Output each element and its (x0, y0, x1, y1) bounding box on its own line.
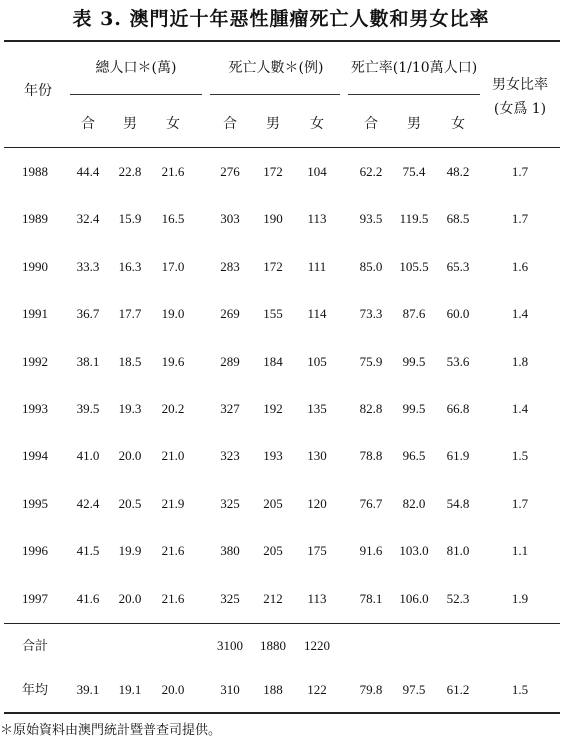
table-cell: 1.1 (511, 543, 529, 558)
row-year: 1996 (22, 543, 48, 558)
table-cell: 61.9 (446, 448, 470, 463)
table-cell: 212 (263, 591, 283, 606)
subheader-total-mortality: 合 (364, 116, 378, 132)
table-cell: 21.6 (161, 164, 185, 179)
header-ratio-line1: 男女比率 (492, 77, 548, 93)
table-cell: 1.6 (511, 259, 529, 274)
header-group-mortality: 死亡率(1/10萬人口) (350, 60, 478, 76)
table-cell: 114 (307, 306, 327, 321)
table-cell: 175 (307, 543, 327, 558)
table-cell: 1.7 (511, 211, 529, 226)
row-year: 1992 (22, 354, 48, 369)
table-cell: 73.3 (359, 306, 383, 321)
table-cell: 130 (307, 448, 327, 463)
table-cell: 1.4 (511, 401, 529, 416)
row-year: 1995 (22, 496, 48, 511)
table-cell: 1.7 (511, 164, 529, 179)
header-group-population: 總人口＊(萬) (95, 60, 177, 76)
table-cell: 119.5 (399, 211, 429, 226)
table-cell: 82.0 (402, 496, 426, 511)
table-title: 表 3. 澳門近十年惡性腫瘤死亡人數和男女比率 (72, 8, 490, 30)
row-year: 1991 (22, 306, 48, 321)
table-cell: 106.0 (399, 591, 429, 606)
table-cell: 68.5 (446, 211, 470, 226)
table-cell: 19.6 (161, 354, 185, 369)
subheader-male-deaths: 男 (266, 116, 280, 132)
table-cell: 310 (220, 682, 240, 697)
table-cell: 16.5 (161, 211, 185, 226)
row-year: 1993 (22, 401, 48, 416)
table-cell: 1.7 (511, 496, 529, 511)
table-cell: 61.2 (446, 682, 470, 697)
table-cell: 78.1 (359, 591, 383, 606)
table-cell: 87.6 (402, 306, 426, 321)
table-cell: 62.2 (359, 164, 383, 179)
table-cell: 21.6 (161, 591, 185, 606)
table-cell: 1.9 (511, 591, 529, 606)
table-cell: 120 (307, 496, 327, 511)
table-cell: 39.5 (76, 401, 100, 416)
rows-bottom-rule (4, 623, 560, 624)
top-rule (4, 40, 560, 42)
header-year-label: 年份 (24, 83, 52, 99)
table-cell: 97.5 (402, 682, 426, 697)
table-cell: 155 (263, 306, 283, 321)
table-cell: 81.0 (446, 543, 470, 558)
total-row-label: 合計 (22, 638, 49, 653)
table-cell: 36.7 (76, 306, 100, 321)
table-cell: 19.0 (161, 306, 185, 321)
table-cell: 19.3 (118, 401, 142, 416)
table-cell: 135 (307, 401, 327, 416)
table-cell: 21.9 (161, 496, 185, 511)
table-cell: 21.0 (161, 448, 185, 463)
table-cell: 3100 (217, 638, 243, 653)
table-cell: 38.1 (76, 354, 100, 369)
table-cell: 276 (220, 164, 240, 179)
table-cell: 1.4 (511, 306, 529, 321)
table-bottom-rule (4, 712, 560, 714)
table-cell: 192 (263, 401, 283, 416)
table-cell: 17.7 (118, 306, 142, 321)
table-cell: 380 (220, 543, 240, 558)
table-cell: 75.9 (359, 354, 383, 369)
table-cell: 41.5 (76, 543, 100, 558)
group-underline-deaths (210, 94, 340, 95)
subheader-total-population: 合 (81, 116, 95, 132)
table-cell: 22.8 (118, 164, 142, 179)
table-cell: 16.3 (118, 259, 142, 274)
table-cell: 323 (220, 448, 240, 463)
row-year: 1997 (22, 591, 48, 606)
table-cell: 205 (263, 496, 283, 511)
table-cell: 20.0 (118, 448, 142, 463)
table-cell: 283 (220, 259, 240, 274)
table-cell: 65.3 (446, 259, 470, 274)
table-cell: 21.6 (161, 543, 185, 558)
table-cell: 32.4 (76, 211, 100, 226)
table-cell: 105.5 (399, 259, 429, 274)
average-row-label: 年均 (22, 682, 49, 697)
table-cell: 66.8 (446, 401, 470, 416)
table-cell: 113 (307, 591, 327, 606)
row-year: 1989 (22, 211, 48, 226)
table-cell: 91.6 (359, 543, 383, 558)
table-cell: 327 (220, 401, 240, 416)
table-cell: 54.8 (446, 496, 470, 511)
table-cell: 93.5 (359, 211, 383, 226)
table-cell: 52.3 (446, 591, 470, 606)
table-cell: 20.0 (161, 682, 185, 697)
table-cell: 172 (263, 164, 283, 179)
table-cell: 85.0 (359, 259, 383, 274)
table-cell: 99.5 (402, 401, 426, 416)
table-cell: 113 (307, 211, 327, 226)
table-cell: 44.4 (76, 164, 100, 179)
table-cell: 33.3 (76, 259, 100, 274)
table-cell: 42.4 (76, 496, 100, 511)
table-cell: 105 (307, 354, 327, 369)
table-cell: 82.8 (359, 401, 383, 416)
group-underline-mortality (348, 94, 480, 95)
table-cell: 19.9 (118, 543, 142, 558)
table-cell: 193 (263, 448, 283, 463)
row-year: 1990 (22, 259, 48, 274)
table-cell: 103.0 (399, 543, 429, 558)
header-group-deaths: 死亡人數＊(例) (228, 60, 324, 76)
row-year: 1994 (22, 448, 48, 463)
table-cell: 20.2 (161, 401, 185, 416)
table-cell: 1.8 (511, 354, 529, 369)
table-cell: 1880 (260, 638, 286, 653)
table-cell: 205 (263, 543, 283, 558)
table-cell: 20.0 (118, 591, 142, 606)
table-cell: 96.5 (402, 448, 426, 463)
row-year: 1988 (22, 164, 48, 179)
table-cell: 184 (263, 354, 283, 369)
subheader-total-deaths: 合 (223, 116, 237, 132)
header-bottom-rule (4, 147, 560, 148)
group-underline-population (70, 94, 202, 95)
table-cell: 289 (220, 354, 240, 369)
table-cell: 104 (307, 164, 327, 179)
footnote: ＊原始資料由澳門統計暨普查司提供。 (0, 723, 222, 738)
header-ratio-line2: (女爲 1) (493, 101, 547, 117)
table-cell: 75.4 (402, 164, 426, 179)
table-cell: 303 (220, 211, 240, 226)
table-cell: 60.0 (446, 306, 470, 321)
table-cell: 39.1 (76, 682, 100, 697)
table-cell: 53.6 (446, 354, 470, 369)
table-cell: 15.9 (118, 211, 142, 226)
table-cell: 1.5 (511, 682, 529, 697)
table-cell: 188 (263, 682, 283, 697)
subheader-female-mortality: 女 (451, 116, 465, 132)
subheader-male-population: 男 (123, 116, 137, 132)
table-cell: 48.2 (446, 164, 470, 179)
subheader-female-deaths: 女 (310, 116, 324, 132)
table-cell: 17.0 (161, 259, 185, 274)
table-cell: 41.6 (76, 591, 100, 606)
table-cell: 41.0 (76, 448, 100, 463)
table-cell: 18.5 (118, 354, 142, 369)
table-cell: 1.5 (511, 448, 529, 463)
table-cell: 190 (263, 211, 283, 226)
table-cell: 122 (307, 682, 327, 697)
table-cell: 79.8 (359, 682, 383, 697)
table-cell: 76.7 (359, 496, 383, 511)
table-cell: 99.5 (402, 354, 426, 369)
table-cell: 325 (220, 496, 240, 511)
table-cell: 1220 (304, 638, 330, 653)
table-cell: 172 (263, 259, 283, 274)
subheader-male-mortality: 男 (407, 116, 421, 132)
table-cell: 325 (220, 591, 240, 606)
table-cell: 20.5 (118, 496, 142, 511)
subheader-female-population: 女 (166, 116, 180, 132)
table-cell: 269 (220, 306, 240, 321)
table-cell: 78.8 (359, 448, 383, 463)
table-cell: 19.1 (118, 682, 142, 697)
table-cell: 111 (307, 259, 327, 274)
